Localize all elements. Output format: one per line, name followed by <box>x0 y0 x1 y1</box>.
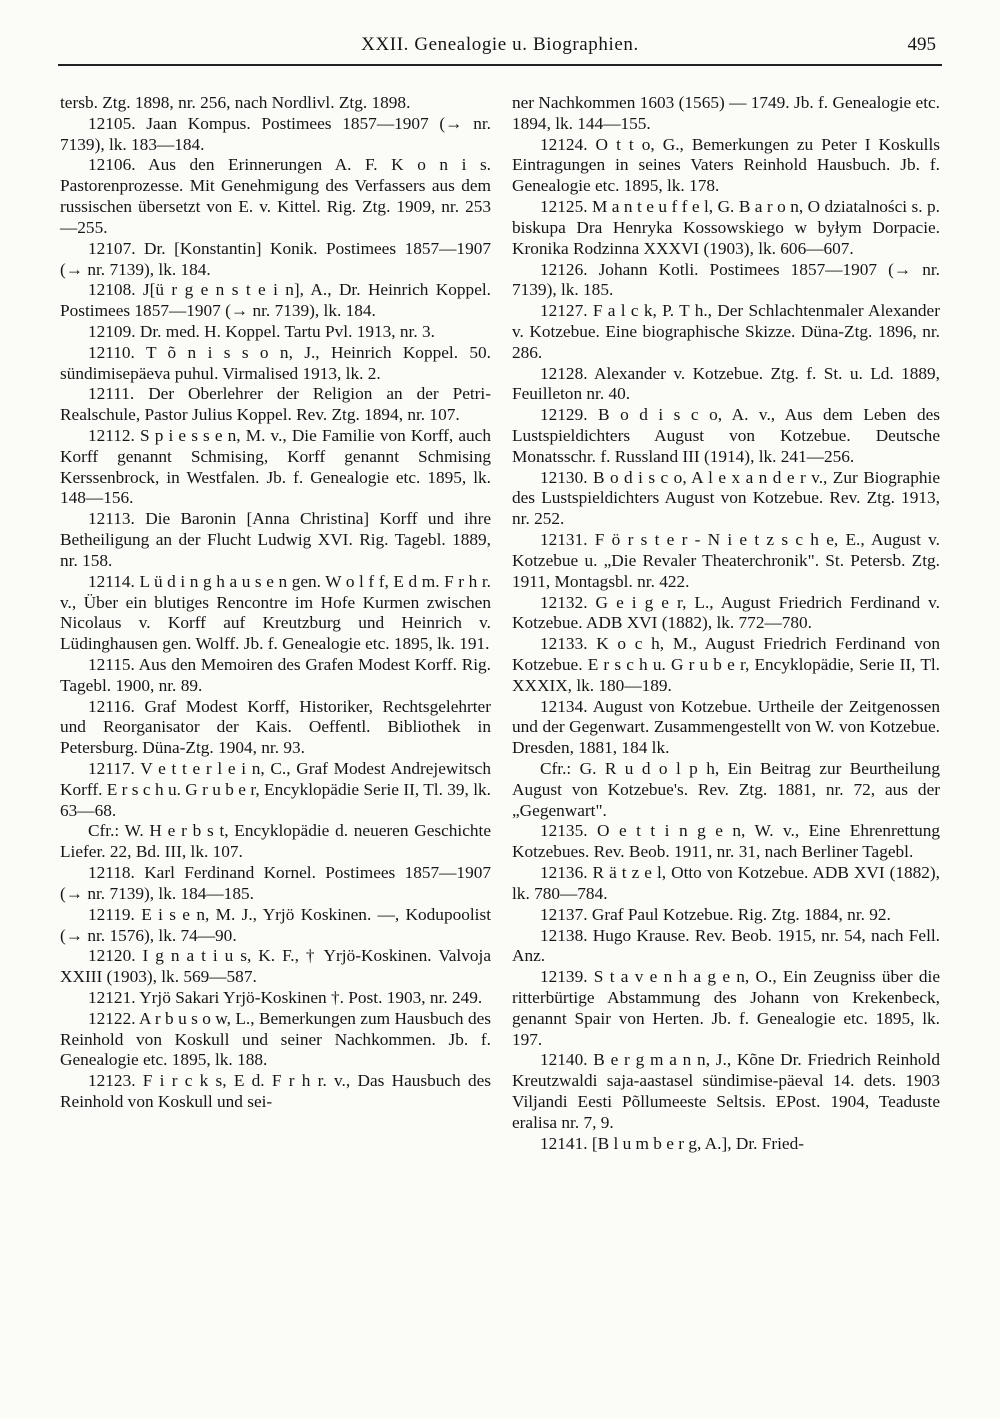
bibliography-entry: 12119. E i s e n, M. J., Yrjö Koskinen. —, Kodupoolist (→ nr. 1576), lk. 74—90. <box>60 904 491 945</box>
bibliography-entry: 12113. Die Baronin [Anna Christina] Korff und ihre Betheiligung an der Flucht Ludwig XVI. Rig. Tagebl. 1889, nr. 158. <box>60 509 491 570</box>
bibliography-entry: 12130. B o d i s c o, A l e x a n d e r v., Zur Biographie des Lustspieldichters August von Kotzebue. Rev. Ztg. 1913, nr. 252. <box>512 467 940 529</box>
bibliography-entry: 12126. Johann Kotli. Postimees 1857—1907 (→ nr. 7139), lk. 185. <box>512 259 940 300</box>
bibliography-entry: 12110. T õ n i s s o n, J., Heinrich Koppel. 50. sündimisepäeva puhul. Virmalised 1913, lk. 2. <box>60 342 491 383</box>
bibliography-note: Cfr.: W. H e r b s t, Encyklopädie d. neueren Geschichte Liefer. 22, Bd. III, lk. 107. <box>60 821 491 862</box>
bibliography-note: Cfr.: G. R u d o l p h, Ein Beitrag zur Beurtheilung August von Kotzebue's. Rev. Ztg. 1881, nr. 72, aus der „Gegenwart". <box>512 759 940 820</box>
bibliography-entry: 12136. R ä t z e l, Otto von Kotzebue. ADB XVI (1882), lk. 780—784. <box>512 863 940 903</box>
running-title: XXII. Genealogie u. Biographien. <box>361 34 639 55</box>
running-head <box>60 34 940 60</box>
bibliography-entry: 12108. J[ü r g e n s t e i n], A., Dr. Heinrich Koppel. Postimees 1857—1907 (→ nr. 7139), lk. 184. <box>60 280 491 321</box>
bibliography-entry: 12107. Dr. [Konstantin] Konik. Postimees 1857—1907 (→ nr. 7139), lk. 184. <box>60 238 491 279</box>
bibliography-entry: 12120. I g n a t i u s, K. F., † Yrjö-Koskinen. Valvoja XXIII (1903), lk. 569—587. <box>60 946 491 987</box>
bibliography-entry: 12131. F ö r s t e r - N i e t z s c h e, E., August v. Kotzebue u. „Die Revaler Theaterchronik". St. Petersb. Ztg. 1911, Montagsbl. nr. 422. <box>512 530 940 591</box>
bibliography-entry: tersb. Ztg. 1898, nr. 256, nach Nordlivl. Ztg. 1898. <box>60 93 411 112</box>
bibliography-entry: 12123. F i r c k s, E d. F r h r. v., Das Hausbuch des Reinhold von Koskull und sei- <box>60 1071 491 1111</box>
bibliography-entry: 12121. Yrjö Sakari Yrjö-Koskinen †. Post. 1903, nr. 249. <box>88 987 483 1007</box>
bibliography-entry: 12114. L ü d i n g h a u s e n gen. W o l f f, E d m. F r h r. v., Über ein blutiges Rencontre im Hofe Kurmen zwischen Nicolaus v. Korff auf Kreutzburg und Heinrich v. Lüdinghausen gen. Wolff. Jb. f. Genealogie etc. 1895, lk. 191. <box>60 571 491 654</box>
header-rule <box>58 64 942 66</box>
bibliography-entry: 12139. S t a v e n h a g e n, O., Ein Zeugniss über die ritterbürtige Abstammung des Johann von Krekenbeck, genannt Spair von Herten. Jb. f. Genealogie etc. 1895, lk. 197. <box>512 967 940 1049</box>
left-column <box>60 93 491 1113</box>
bibliography-entry: 12129. B o d i s c o, A. v., Aus dem Leben des Lustspieldichters August von Kotzebue. Deutsche Monatsschr. f. Russland III (1914), lk. 241—256. <box>512 405 940 466</box>
bibliography-entry: 12112. S p i e s s e n, M. v., Die Familie von Korff, auch Korff genannt Schmising, Korff genannt Schmising Kerssenbrock, in Westfalen. Jb. f. Genealogie etc. 1895, lk. 148—156. <box>60 426 491 508</box>
bibliography-entry: 12115. Aus den Memoiren des Grafen Modest Korff. Rig. Tagebl. 1900, nr. 89. <box>60 654 491 695</box>
bibliography-entry: ner Nachkommen 1603 (1565) — 1749. Jb. f. Genealogie etc. 1894, lk. 144—155. <box>512 93 940 133</box>
bibliography-entry: 12140. B e r g m a n n, J., Kõne Dr. Friedrich Reinhold Kreutzwaldi saja-aastasel sündimise-päeval 14. dets. 1903 Viljandi Eesti Põllumeeste Seltsis. EPost. 1904, Teaduste eralisa nr. 7, 9. <box>512 1050 940 1132</box>
bibliography-entry: 12134. August von Kotzebue. Urtheile der Zeitgenossen und der Gegenwart. Zusammengestellt von W. von Kotzebue. Dresden, 1881, 184 lk. <box>512 696 940 758</box>
bibliography-entry: 12138. Hugo Krause. Rev. Beob. 1915, nr. 54, nach Fell. Anz. <box>512 925 940 966</box>
bibliography-entry: 12106. Aus den Erinnerungen A. F. K o n i s. Pastorenprozesse. Mit Genehmigung des Verfassers aus dem russischen übersetzt von E. v. Kittel. Rig. Ztg. 1909, nr. 253—255. <box>60 155 491 237</box>
bibliography-entry: 12111. Der Oberlehrer der Religion an der Petri-Realschule, Pastor Julius Koppel. Rev. Ztg. 1894, nr. 107. <box>60 384 491 425</box>
bibliography-entry: 12109. Dr. med. H. Koppel. Tartu Pvl. 1913, nr. 3. <box>88 321 435 341</box>
bibliography-entry: 12141. [B l u m b e r g, A.], Dr. Fried- <box>540 1133 804 1153</box>
page-number: 495 <box>907 34 936 55</box>
bibliography-entry: 12122. A r b u s o w, L., Bemerkungen zum Hausbuch des Reinhold von Koskull und seiner Nachkommen. Jb. f. Genealogie etc. 1895, lk. 188. <box>60 1008 491 1070</box>
bibliography-entry: 12127. F a l c k, P. T h., Der Schlachtenmaler Alexander v. Kotzebue. Eine biographische Skizze. Düna-Ztg. 1896, nr. 286. <box>512 301 940 362</box>
bibliography-entry: 12133. K o c h, M., August Friedrich Ferdinand von Kotzebue. E r s c h u. G r u b e r, Encyklopädie, Serie II, Tl. XXXIX, lk. 180—189. <box>512 634 940 695</box>
bibliography-entry: 12117. V e t t e r l e i n, C., Graf Modest Andrejewitsch Korff. E r s c h u. G r u b e r, Encyklopädie Serie II, Tl. 39, lk. 63—68. <box>60 759 491 820</box>
bibliography-entry: 12125. M a n t e u f f e l, G. B a r o n, O dziatalności s. p. biskupa Dra Henryka Kossowskiego w byłym Dorpacie. Kronika Rodzinna XXXVI (1903), lk. 606—607. <box>512 197 940 258</box>
bibliography-entry: 12128. Alexander v. Kotzebue. Ztg. f. St. u. Ld. 1889, Feuilleton nr. 40. <box>512 363 940 404</box>
bibliography-entry: 12135. O e t t i n g e n, W. v., Eine Ehrenrettung Kotzebues. Rev. Beob. 1911, nr. 31, nach Berliner Tagebl. <box>512 821 940 862</box>
bibliography-entry: 12132. G e i g e r, L., August Friedrich Ferdinand v. Kotzebue. ADB XVI (1882), lk. 772—780. <box>512 592 940 633</box>
bibliography-entry: 12137. Graf Paul Kotzebue. Rig. Ztg. 1884, nr. 92. <box>540 904 891 924</box>
bibliography-entry: 12105. Jaan Kompus. Postimees 1857—1907 (→ nr. 7139), lk. 183—184. <box>60 113 491 154</box>
right-column <box>512 93 940 1154</box>
bibliography-entry: 12118. Karl Ferdinand Kornel. Postimees 1857—1907 (→ nr. 7139), lk. 184—185. <box>60 863 491 903</box>
bibliography-entry: 12124. O t t o, G., Bemerkungen zu Peter I Koskulls Eintragungen in seines Vaters Reinhold Hausbuch. Jb. f. Genealogie etc. 1895, lk. 178. <box>512 134 940 196</box>
bibliography-entry: 12116. Graf Modest Korff, Historiker, Rechtsgelehrter und Reorganisator der Kais. Oeffentl. Bibliothek in Petersburg. Düna-Ztg. 1904, nr. 93. <box>60 696 491 758</box>
